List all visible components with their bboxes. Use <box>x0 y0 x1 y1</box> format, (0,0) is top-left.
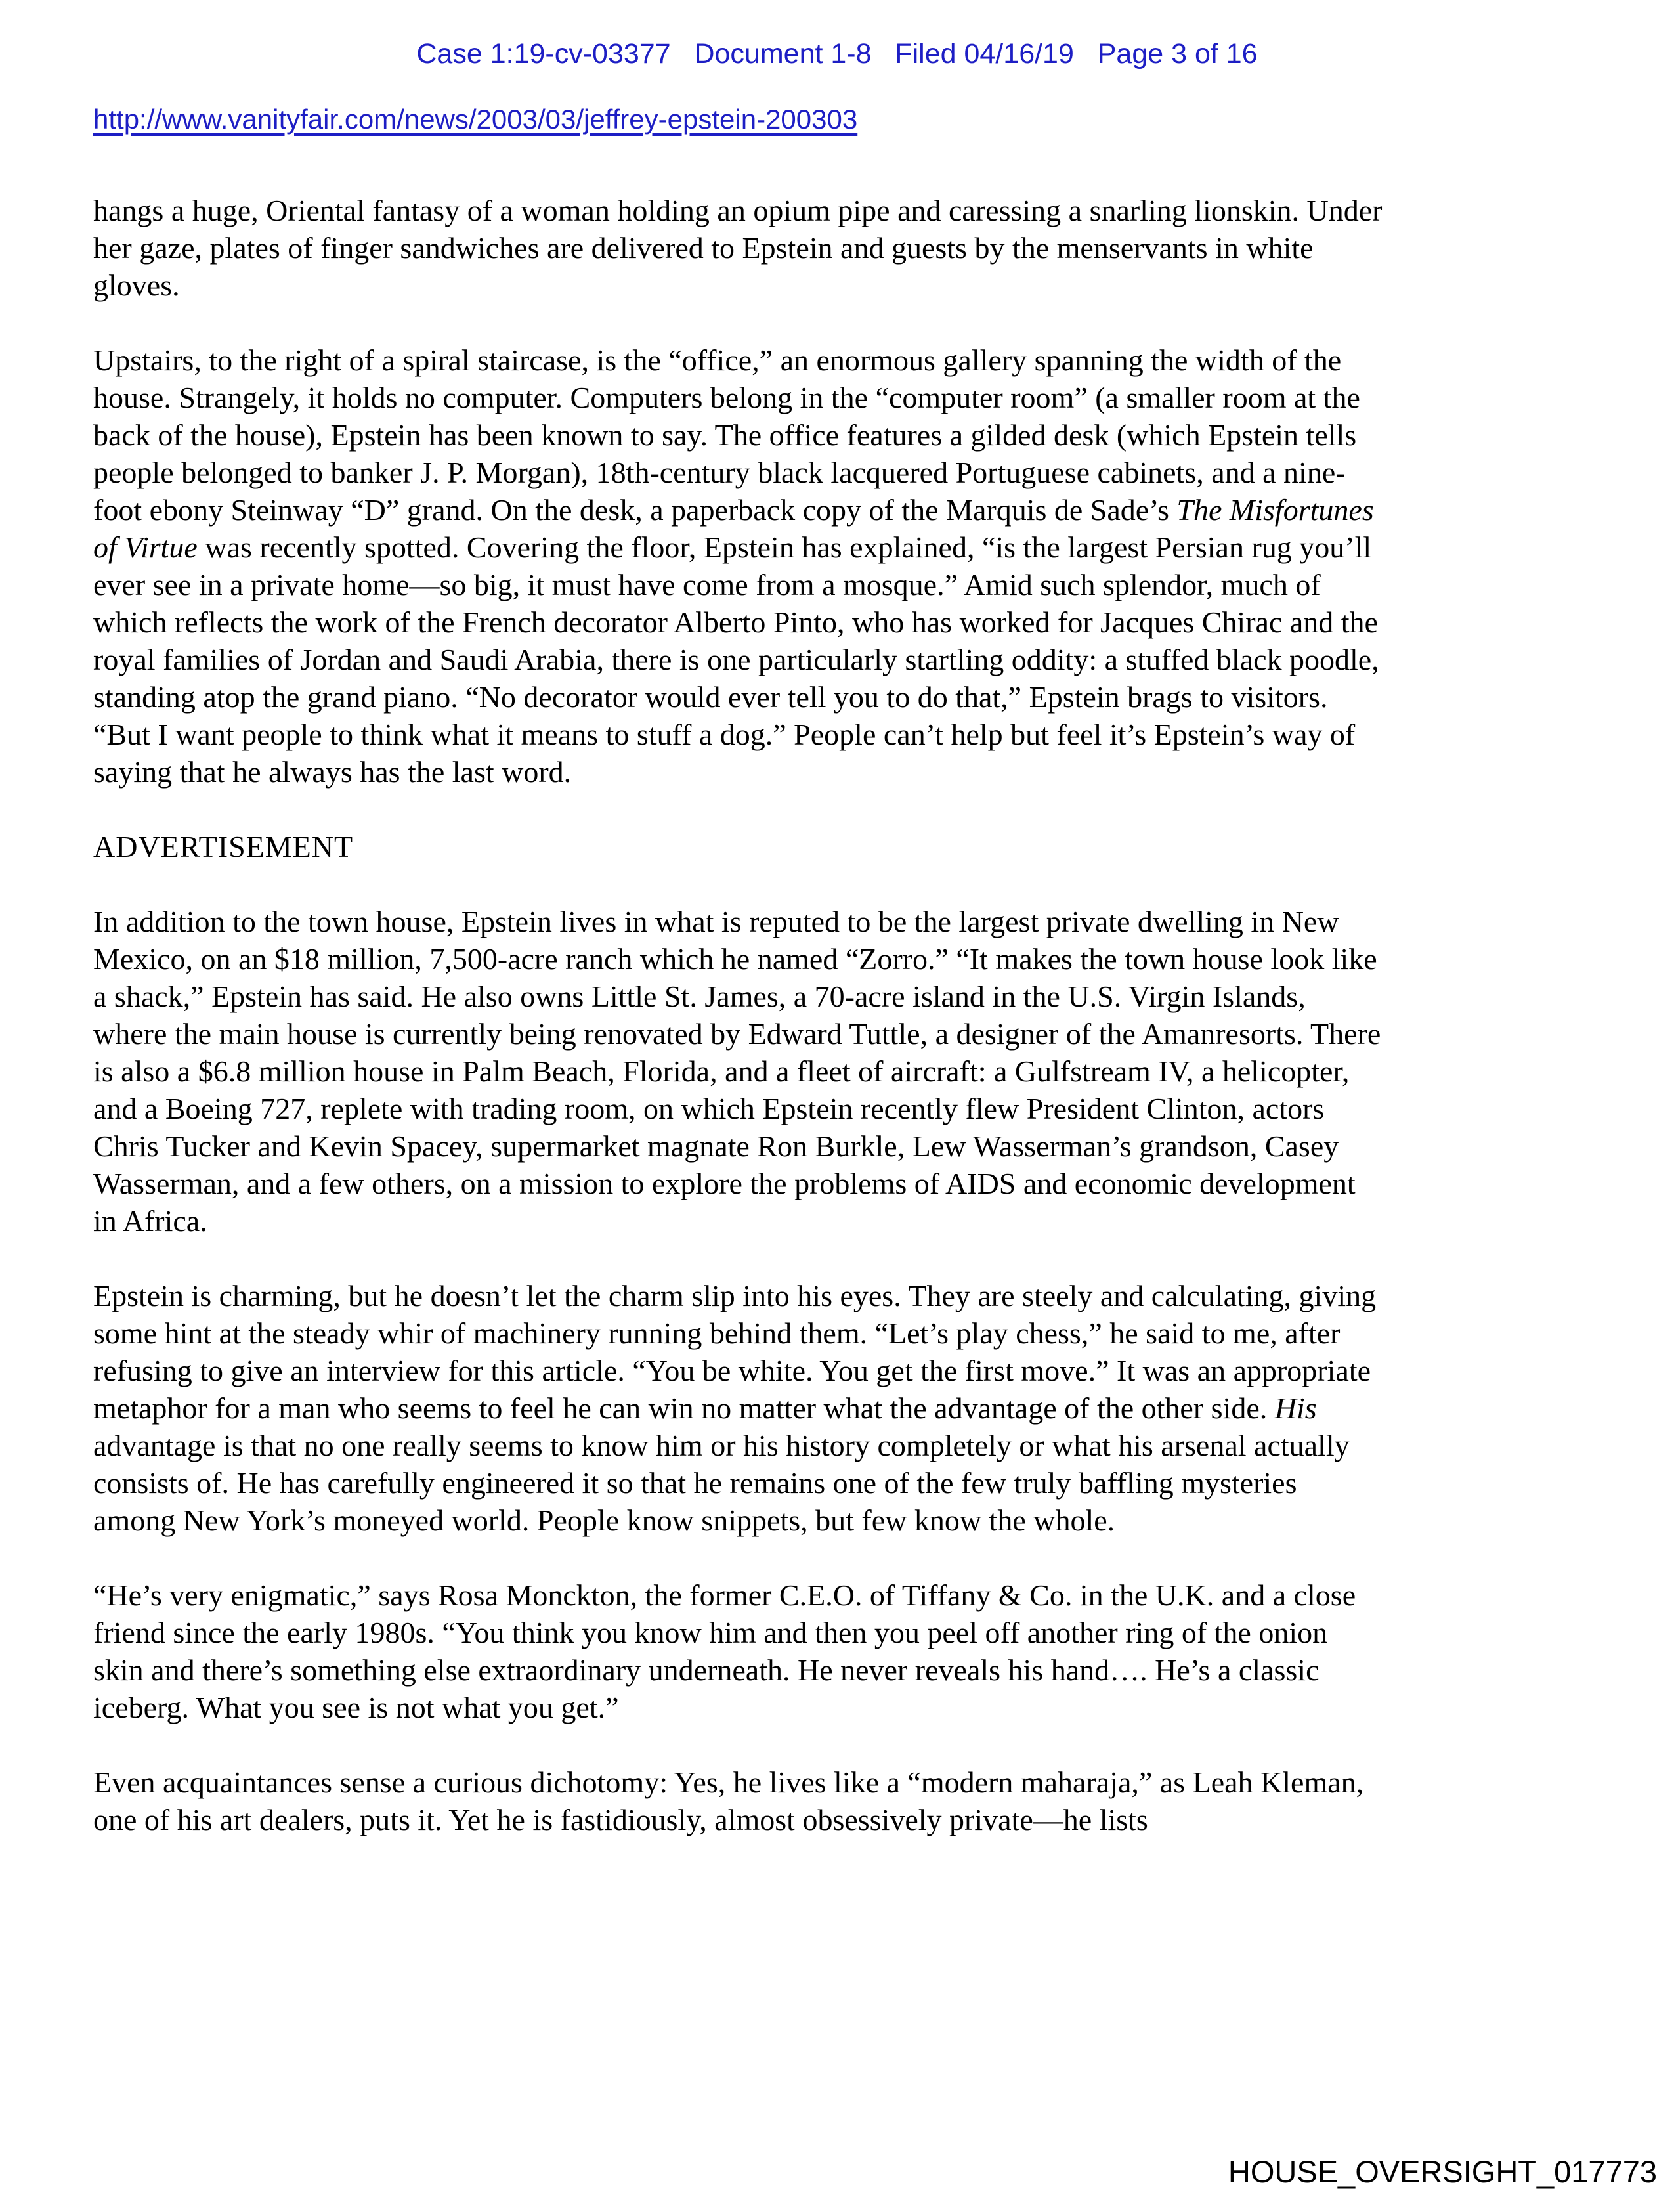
paragraph-dichotomy <box>93 1764 1383 1838</box>
paragraph-lionskin <box>93 192 1383 304</box>
text-run: Epstein is charming, but he doesn’t let the charm slip into his eyes. They are steely and calculating, giving some hint at the steady whir of machinery running behind them. “Let’s play chess,” he said to me, after refusing to give an interview for this article. “You be white. You get the first move.” It was an appropriate metaphor for a man who seems to feel he can win no matter what the advantage of the other side. <box>93 1279 1377 1425</box>
paragraph-properties <box>93 903 1383 1240</box>
article-body <box>93 192 1383 1876</box>
paragraph-charming <box>93 1277 1383 1539</box>
bates-number: HOUSE_OVERSIGHT_017773 <box>1228 2154 1657 2189</box>
advertisement-label: ADVERTISEMENT <box>93 830 354 863</box>
text-run: In addition to the town house, Epstein lives in what is reputed to be the largest private dwelling in New Mexico, on an $18 million, 7,500-acre ranch which he named “Zorro.” “It makes the town house look like a shack,” Epstein has said. He also owns Little St. James, a 70-acre island in the U.S. Virgin Islands, where the main house is currently being renovated by Edward Tuttle, a designer of the Amanresorts. There is also a $6.8 million house in Palm Beach, Florida, and a fleet of aircraft: a Gulfstream IV, a helicopter, and a Boeing 727, replete with trading room, on which Epstein recently flew President Clinton, actors Chris Tucker and Kevin Spacey, supermarket magnate Ron Burkle, Lew Wasserman’s grandson, Casey Wasserman, and a few others, on a mission to explore the problems of AIDS and economic development in Africa. <box>93 905 1381 1238</box>
book-title-italic: The Misfortunes of Virtue <box>93 493 1374 564</box>
text-run: hangs a huge, Oriental fantasy of a woman holding an opium pipe and caressing a snarling lionskin. Under her gaze, plates of finger sandwiches are delivered to Epstein and guests by the menservants in white gloves. <box>93 194 1383 302</box>
text-run: “He’s very enigmatic,” says Rosa Monckton, the former C.E.O. of Tiffany & Co. in the U.K. and a close friend since the early 1980s. “You think you know him and then you peel off another ring of the onion skin and there’s something else extraordinary underneath. He never reveals his hand…. He’s a classic iceberg. What you see is not what you get.” <box>93 1578 1356 1724</box>
text-run: Even acquaintances sense a curious dichotomy: Yes, he lives like a “modern maharaja,” as Leah Kleman, one of his art dealers, puts it. Yet he is fastidiously, almost obsessively private—he lists <box>93 1766 1364 1836</box>
case-caption-stamp: Case 1:19-cv-03377 Document 1-8 Filed 04/16/19 Page 3 of 16 <box>416 38 1258 70</box>
text-run: was recently spotted. Covering the floor, Epstein has explained, “is the largest Persian rug you’ll ever see in a private home—so big, it must have come from a mosque.” Amid such splendor, much of which reflects the work of the French decorator Alberto Pinto, who has worked for Jacques Chirac and the royal families of Jordan and Saudi Arabia, there is one particularly startling oddity: a stuffed black poodle, standing atop the grand piano. “No decorator would ever tell you to do that,” Epstein brags to visitors. “But I want people to think what it means to stuff a dog.” People can’t help but feel it’s Epstein’s way of saying that he always has the last word. <box>93 531 1379 789</box>
source-url-link[interactable]: http://www.vanityfair.com/news/2003/03/jeffrey-epstein-200303 <box>93 104 858 135</box>
paragraph-enigmatic <box>93 1576 1383 1726</box>
emphasis-italic: His <box>1274 1391 1317 1425</box>
text-run: Upstairs, to the right of a spiral staircase, is the “office,” an enormous gallery spanning the width of the house. Strangely, it holds no computer. Computers belong in the “computer room” (a smaller room at the back of the house), Epstein has been known to say. The office features a gilded desk (which Epstein tells people belonged to banker J. P. Morgan), 18th-century black lacquered Portuguese cabinets, and a nine-foot ebony Steinway “D” grand. On the desk, a paperback copy of the Marquis de Sade’s <box>93 343 1360 527</box>
text-run: advantage is that no one really seems to know him or his history completely or what his arsenal actually consists of. He has carefully engineered it so that he remains one of the few truly baffling mysteries among New York’s moneyed world. People know snippets, but few know the whole. <box>93 1429 1350 1537</box>
paragraph-office <box>93 341 1383 791</box>
